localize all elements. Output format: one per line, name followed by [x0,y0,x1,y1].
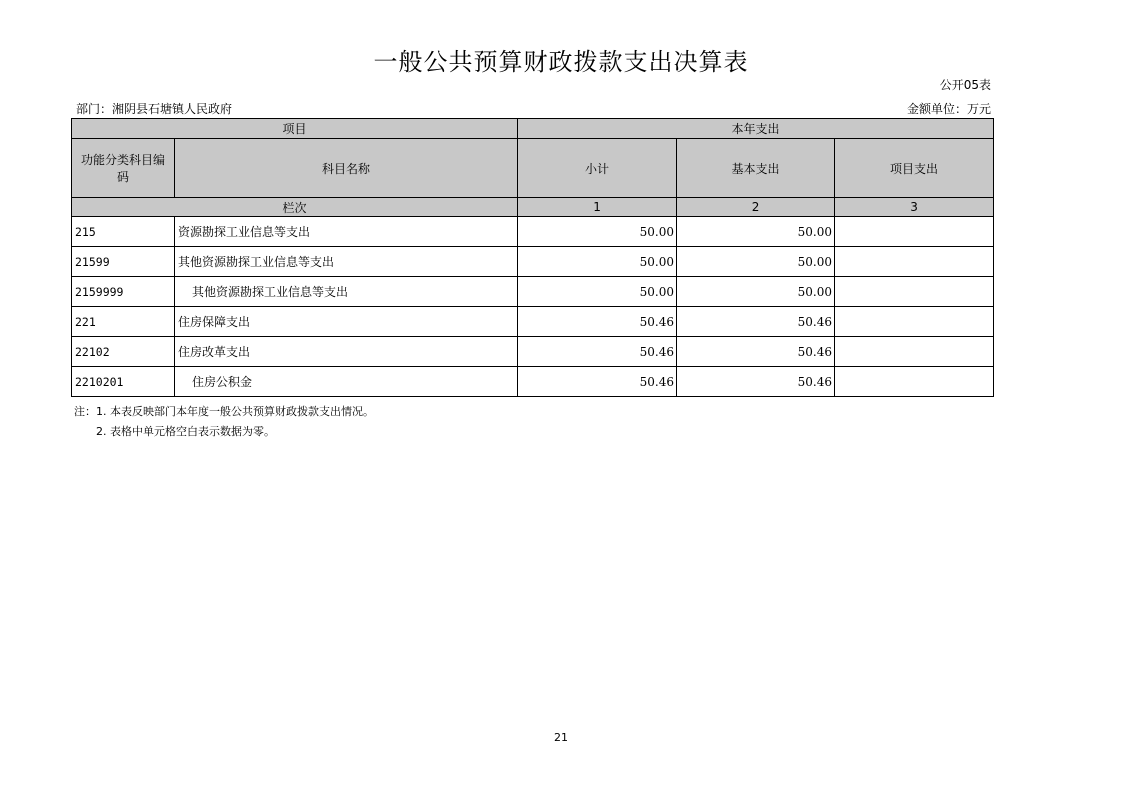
row-code: 2159999 [72,277,175,307]
header-column-order: 栏次 [72,198,518,217]
table-row [72,337,994,367]
row-name: 住房改革支出 [175,337,518,367]
row-subtotal: 50.00 [518,217,677,247]
expenditure-table [71,118,994,397]
note-1: 注：1. 本表反映部门本年度一般公共预算财政拨款支出情况。 [74,405,374,418]
row-project [835,367,994,397]
table-notes [74,402,374,442]
row-project [835,247,994,277]
table-row [72,217,994,247]
department-label: 部门：湘阴县石塘镇人民政府 [76,102,233,116]
header-item: 项目 [72,119,518,139]
row-code: 215 [72,217,175,247]
row-project [835,217,994,247]
page-title: 一般公共预算财政拨款支出决算表 [373,48,749,76]
row-code: 22102 [72,337,175,367]
header-current-year: 本年支出 [518,119,994,139]
header-col-3: 3 [835,198,994,217]
header-row-2 [72,139,994,198]
header-row-3 [72,198,994,217]
row-name: 住房保障支出 [175,307,518,337]
header-row-1 [72,119,994,139]
header-name: 科目名称 [175,139,518,198]
table-number: 公开05表 [939,78,991,92]
row-subtotal: 50.00 [518,247,677,277]
page-number: 21 [554,731,568,744]
amount-unit-label: 金额单位：万元 [906,102,991,116]
row-project [835,337,994,367]
row-code: 2210201 [72,367,175,397]
header-col-1: 1 [518,198,677,217]
row-subtotal: 50.46 [518,367,677,397]
row-name: 其他资源勘探工业信息等支出 [175,247,518,277]
row-subtotal: 50.46 [518,337,677,367]
row-name: 其他资源勘探工业信息等支出 [175,277,518,307]
row-basic: 50.46 [677,337,835,367]
table-row [72,277,994,307]
row-basic: 50.00 [677,247,835,277]
row-code: 221 [72,307,175,337]
header-col-2: 2 [677,198,835,217]
row-basic: 50.46 [677,307,835,337]
row-basic: 50.00 [677,217,835,247]
header-project: 项目支出 [835,139,994,198]
row-subtotal: 50.00 [518,277,677,307]
note-2: 2. 表格中单元格空白表示数据为零。 [96,425,275,438]
row-project [835,277,994,307]
row-project [835,307,994,337]
row-basic: 50.46 [677,367,835,397]
header-basic: 基本支出 [677,139,835,198]
row-name: 住房公积金 [175,367,518,397]
table-row [72,247,994,277]
row-subtotal: 50.46 [518,307,677,337]
row-basic: 50.00 [677,277,835,307]
table-row [72,367,994,397]
row-name: 资源勘探工业信息等支出 [175,217,518,247]
row-code: 21599 [72,247,175,277]
table-row [72,307,994,337]
header-subtotal: 小计 [518,139,677,198]
header-code: 功能分类科目编码 [72,139,175,198]
